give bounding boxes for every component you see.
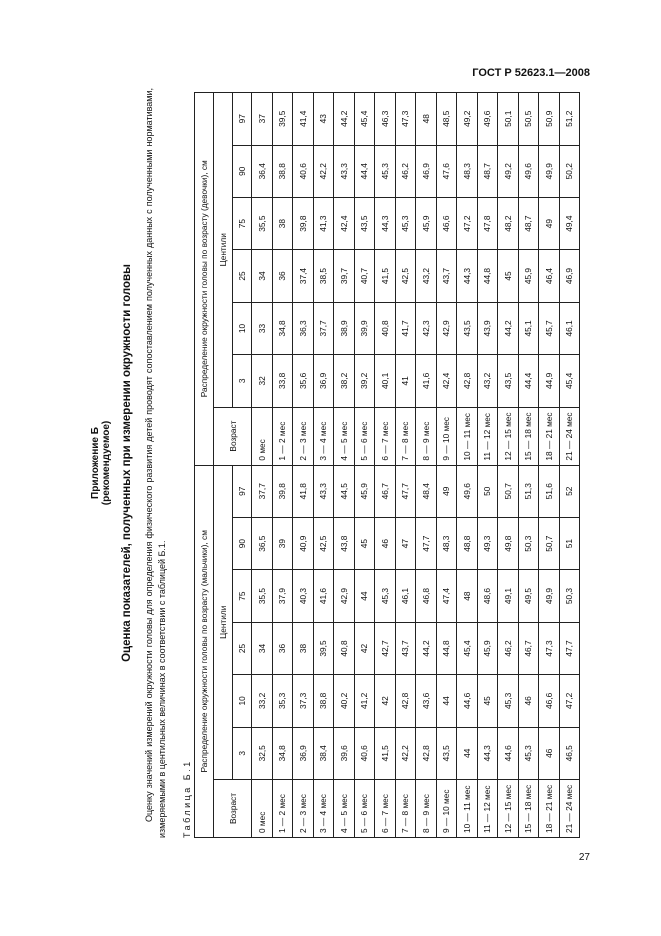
boys-value-cell: 49,8 xyxy=(498,517,519,569)
boys-value-cell: 47,3 xyxy=(539,622,560,674)
boys-value-cell: 44 xyxy=(436,675,457,727)
girls-value-cell: 38,9 xyxy=(334,302,355,354)
girls-value-cell: 42,2 xyxy=(313,145,334,197)
boys-value-cell: 38,4 xyxy=(313,727,334,779)
girls-value-cell: 42,9 xyxy=(436,302,457,354)
girls-value-cell: 49,2 xyxy=(498,145,519,197)
boys-value-cell: 46 xyxy=(375,517,396,569)
girls-value-cell: 36 xyxy=(272,250,293,302)
boys-centile-10: 10 xyxy=(233,675,252,727)
boys-value-cell: 47,7 xyxy=(416,517,437,569)
girls-age-cell: 10 — 11 мес xyxy=(457,407,478,465)
table-row xyxy=(416,93,437,838)
boys-value-cell: 43,6 xyxy=(416,675,437,727)
boys-value-cell: 45,9 xyxy=(354,465,375,517)
boys-centile-97: 97 xyxy=(233,465,252,517)
girls-value-cell: 49 xyxy=(539,197,560,249)
boys-value-cell: 46,1 xyxy=(395,570,416,622)
table-row xyxy=(313,93,334,838)
girls-age-header: Возраст xyxy=(214,407,252,465)
boys-age-cell: 8 — 9 мес xyxy=(416,780,437,838)
boys-value-cell: 44,8 xyxy=(436,622,457,674)
girls-value-cell: 40,8 xyxy=(375,302,396,354)
girls-value-cell: 45 xyxy=(498,250,519,302)
girls-value-cell: 45,3 xyxy=(395,197,416,249)
boys-value-cell: 40,9 xyxy=(293,517,314,569)
section-title: Оценка показателей, полученных при измерении окружности головы xyxy=(121,264,133,662)
boys-value-cell: 42 xyxy=(375,675,396,727)
boys-value-cell: 49,3 xyxy=(477,517,498,569)
girls-centile-75: 75 xyxy=(233,197,252,249)
girls-value-cell: 36,9 xyxy=(313,355,334,407)
girls-value-cell: 48,5 xyxy=(436,93,457,146)
girls-value-cell: 43,2 xyxy=(477,355,498,407)
girls-value-cell: 32 xyxy=(252,355,273,407)
boys-value-cell: 38,8 xyxy=(313,675,334,727)
boys-value-cell: 44,5 xyxy=(334,465,355,517)
boys-value-cell: 42,5 xyxy=(313,517,334,569)
girls-age-cell: 3 — 4 мес xyxy=(313,407,334,465)
girls-value-cell: 39,2 xyxy=(354,355,375,407)
girls-value-cell: 37,7 xyxy=(313,302,334,354)
boys-value-cell: 46,5 xyxy=(559,727,580,779)
appendix-subtitle: (рекомендуемое) xyxy=(101,420,112,506)
boys-value-cell: 45,4 xyxy=(457,622,478,674)
boys-age-cell: 15 — 18 мес xyxy=(518,780,539,838)
boys-value-cell: 42,7 xyxy=(375,622,396,674)
boys-value-cell: 42,9 xyxy=(334,570,355,622)
girls-value-cell: 41,7 xyxy=(395,302,416,354)
boys-age-cell: 3 — 4 мес xyxy=(313,780,334,838)
boys-value-cell: 49,1 xyxy=(498,570,519,622)
boys-value-cell: 37,9 xyxy=(272,570,293,622)
boys-value-cell: 48,3 xyxy=(436,517,457,569)
boys-value-cell: 47,7 xyxy=(559,622,580,674)
boys-value-cell: 51,3 xyxy=(518,465,539,517)
girls-value-cell: 51,2 xyxy=(559,93,580,146)
appendix-title: Приложение Б xyxy=(90,427,101,499)
girls-value-cell: 45,9 xyxy=(416,197,437,249)
girls-value-cell: 50,5 xyxy=(518,93,539,146)
girls-age-cell: 0 мес xyxy=(252,407,273,465)
boys-value-cell: 40,6 xyxy=(354,727,375,779)
girls-value-cell: 47,8 xyxy=(477,197,498,249)
rotated-page-content xyxy=(90,88,575,838)
boys-value-cell: 48 xyxy=(457,570,478,622)
girls-value-cell: 44,2 xyxy=(334,93,355,146)
girls-value-cell: 37,4 xyxy=(293,250,314,302)
boys-value-cell: 50,3 xyxy=(518,517,539,569)
girls-value-cell: 33 xyxy=(252,302,273,354)
table-row xyxy=(334,93,355,838)
boys-value-cell: 38 xyxy=(293,622,314,674)
boys-value-cell: 48,4 xyxy=(416,465,437,517)
boys-value-cell: 42,2 xyxy=(395,727,416,779)
girls-age-cell: 12 — 15 мес xyxy=(498,407,519,465)
boys-value-cell: 44 xyxy=(457,727,478,779)
girls-value-cell: 48,7 xyxy=(518,197,539,249)
boys-value-cell: 47,7 xyxy=(395,465,416,517)
girls-value-cell: 46,3 xyxy=(375,93,396,146)
girls-value-cell: 49,9 xyxy=(539,145,560,197)
girls-value-cell: 38,5 xyxy=(313,250,334,302)
boys-value-cell: 48,8 xyxy=(457,517,478,569)
boys-value-cell: 45,3 xyxy=(498,675,519,727)
table-row xyxy=(436,93,457,838)
table-row xyxy=(375,93,396,838)
girls-value-cell: 38,2 xyxy=(334,355,355,407)
boys-value-cell: 33,2 xyxy=(252,675,273,727)
boys-age-header: Возраст xyxy=(214,780,252,838)
girls-value-cell: 50,1 xyxy=(498,93,519,146)
girls-value-cell: 46,9 xyxy=(416,145,437,197)
girls-value-cell: 44,3 xyxy=(457,250,478,302)
boys-value-cell: 42,8 xyxy=(395,675,416,727)
boys-value-cell: 35,5 xyxy=(252,570,273,622)
boys-value-cell: 46,6 xyxy=(539,675,560,727)
girls-value-cell: 44,2 xyxy=(498,302,519,354)
table-row xyxy=(457,93,478,838)
boys-value-cell: 50,7 xyxy=(498,465,519,517)
boys-value-cell: 49,6 xyxy=(457,465,478,517)
boys-age-cell: 9 — 10 мес xyxy=(436,780,457,838)
girls-value-cell: 39,9 xyxy=(354,302,375,354)
boys-value-cell: 41,5 xyxy=(375,727,396,779)
girls-value-cell: 40,1 xyxy=(375,355,396,407)
girls-value-cell: 41,6 xyxy=(416,355,437,407)
girls-value-cell: 48,7 xyxy=(477,145,498,197)
boys-value-cell: 32,5 xyxy=(252,727,273,779)
girls-value-cell: 43,7 xyxy=(436,250,457,302)
boys-value-cell: 43,5 xyxy=(436,727,457,779)
boys-value-cell: 43,7 xyxy=(395,622,416,674)
girls-value-cell: 35,5 xyxy=(252,197,273,249)
girls-age-cell: 15 — 18 мес xyxy=(518,407,539,465)
boys-value-cell: 47,2 xyxy=(559,675,580,727)
girls-value-cell: 42,4 xyxy=(436,355,457,407)
boys-value-cell: 39,8 xyxy=(272,465,293,517)
girls-value-cell: 44,4 xyxy=(354,145,375,197)
girls-value-cell: 45,4 xyxy=(354,93,375,146)
girls-value-cell: 35,6 xyxy=(293,355,314,407)
boys-value-cell: 41,8 xyxy=(293,465,314,517)
boys-value-cell: 40,2 xyxy=(334,675,355,727)
head-circumference-table xyxy=(194,92,580,838)
document-header: ГОСТ Р 52623.1—2008 xyxy=(472,67,590,79)
page-number: 27 xyxy=(578,852,590,863)
girls-age-cell: 11 — 12 мес xyxy=(477,407,498,465)
table-row xyxy=(272,93,293,838)
girls-value-cell: 42,3 xyxy=(416,302,437,354)
girls-value-cell: 47,6 xyxy=(436,145,457,197)
boys-value-cell: 37,7 xyxy=(252,465,273,517)
table-row xyxy=(293,93,314,838)
boys-age-cell: 21 — 24 мес xyxy=(559,780,580,838)
girls-value-cell: 41 xyxy=(395,355,416,407)
boys-age-cell: 11 — 12 мес xyxy=(477,780,498,838)
boys-value-cell: 35,3 xyxy=(272,675,293,727)
girls-value-cell: 46,4 xyxy=(539,250,560,302)
girls-age-cell: 1 — 2 мес xyxy=(272,407,293,465)
boys-value-cell: 42 xyxy=(354,622,375,674)
table-row xyxy=(518,93,539,838)
girls-value-cell: 34 xyxy=(252,250,273,302)
boys-age-cell: 0 мес xyxy=(252,780,273,838)
girls-value-cell: 45,7 xyxy=(539,302,560,354)
girls-value-cell: 42,8 xyxy=(457,355,478,407)
girls-value-cell: 50,2 xyxy=(559,145,580,197)
boys-centile-3: 3 xyxy=(233,727,252,779)
girls-value-cell: 33,8 xyxy=(272,355,293,407)
girls-value-cell: 48 xyxy=(416,93,437,146)
girls-value-cell: 45,1 xyxy=(518,302,539,354)
boys-value-cell: 39 xyxy=(272,517,293,569)
boys-value-cell: 46 xyxy=(539,727,560,779)
table-caption: Таблица Б.1 xyxy=(182,759,192,838)
girls-value-cell: 49,6 xyxy=(518,145,539,197)
girls-value-cell: 46,9 xyxy=(559,250,580,302)
girls-value-cell: 45,3 xyxy=(375,145,396,197)
boys-value-cell: 46,2 xyxy=(498,622,519,674)
boys-value-cell: 36,5 xyxy=(252,517,273,569)
table-row xyxy=(477,93,498,838)
boys-centiles-header: Центили xyxy=(214,465,233,779)
girls-value-cell: 45,9 xyxy=(518,250,539,302)
boys-value-cell: 49,5 xyxy=(518,570,539,622)
girls-value-cell: 49,6 xyxy=(477,93,498,146)
boys-value-cell: 44,2 xyxy=(416,622,437,674)
boys-value-cell: 50,3 xyxy=(559,570,580,622)
girls-value-cell: 43 xyxy=(313,93,334,146)
girls-value-cell: 38,8 xyxy=(272,145,293,197)
girls-centiles-header: Центили xyxy=(214,93,233,408)
girls-value-cell: 43,2 xyxy=(416,250,437,302)
boys-value-cell: 37,3 xyxy=(293,675,314,727)
girls-value-cell: 43,3 xyxy=(334,145,355,197)
girls-value-cell: 46,1 xyxy=(559,302,580,354)
boys-age-cell: 2 — 3 мес xyxy=(293,780,314,838)
boys-value-cell: 39,5 xyxy=(313,622,334,674)
boys-age-cell: 12 — 15 мес xyxy=(498,780,519,838)
boys-value-cell: 51,6 xyxy=(539,465,560,517)
girls-age-cell: 7 — 8 мес xyxy=(395,407,416,465)
boys-value-cell: 34 xyxy=(252,622,273,674)
boys-value-cell: 41,6 xyxy=(313,570,334,622)
table-row xyxy=(252,93,273,838)
boys-value-cell: 44,6 xyxy=(498,727,519,779)
girls-age-cell: 4 — 5 мес xyxy=(334,407,355,465)
boys-value-cell: 42,8 xyxy=(416,727,437,779)
boys-value-cell: 46,7 xyxy=(518,622,539,674)
girls-value-cell: 44,3 xyxy=(375,197,396,249)
girls-value-cell: 49,4 xyxy=(559,197,580,249)
girls-value-cell: 48,3 xyxy=(457,145,478,197)
girls-age-cell: 5 — 6 мес xyxy=(354,407,375,465)
boys-value-cell: 36,9 xyxy=(293,727,314,779)
table-row xyxy=(539,93,560,838)
girls-value-cell: 41,5 xyxy=(375,250,396,302)
table-b1 xyxy=(194,92,580,838)
table-body xyxy=(252,93,580,838)
girls-value-cell: 43,5 xyxy=(498,355,519,407)
girls-value-cell: 43,5 xyxy=(354,197,375,249)
boys-value-cell: 44,6 xyxy=(457,675,478,727)
girls-centile-97: 97 xyxy=(233,93,252,146)
boys-value-cell: 47,4 xyxy=(436,570,457,622)
boys-centile-25: 25 xyxy=(233,622,252,674)
girls-value-cell: 47,2 xyxy=(457,197,478,249)
boys-age-cell: 18 — 21 мес xyxy=(539,780,560,838)
boys-value-cell: 50,7 xyxy=(539,517,560,569)
girls-value-cell: 50,9 xyxy=(539,93,560,146)
girls-value-cell: 40,7 xyxy=(354,250,375,302)
girls-age-cell: 21 — 24 мес xyxy=(559,407,580,465)
boys-value-cell: 43,8 xyxy=(334,517,355,569)
girls-age-cell: 2 — 3 мес xyxy=(293,407,314,465)
girls-centile-90: 90 xyxy=(233,145,252,197)
boys-value-cell: 52 xyxy=(559,465,580,517)
girls-value-cell: 49,2 xyxy=(457,93,478,146)
boys-age-cell: 6 — 7 мес xyxy=(375,780,396,838)
boys-value-cell: 40,3 xyxy=(293,570,314,622)
girls-age-cell: 18 — 21 мес xyxy=(539,407,560,465)
boys-value-cell: 34,8 xyxy=(272,727,293,779)
girls-value-cell: 36,3 xyxy=(293,302,314,354)
boys-value-cell: 47 xyxy=(395,517,416,569)
girls-value-cell: 42,4 xyxy=(334,197,355,249)
girls-value-cell: 39,8 xyxy=(293,197,314,249)
girls-age-cell: 9 — 10 мес xyxy=(436,407,457,465)
girls-value-cell: 43,5 xyxy=(457,302,478,354)
girls-value-cell: 39,7 xyxy=(334,250,355,302)
girls-value-cell: 46,2 xyxy=(395,145,416,197)
boys-value-cell: 40,8 xyxy=(334,622,355,674)
boys-value-cell: 45 xyxy=(477,675,498,727)
girls-value-cell: 47,3 xyxy=(395,93,416,146)
girls-value-cell: 44,9 xyxy=(539,355,560,407)
table-row xyxy=(354,93,375,838)
boys-value-cell: 41,2 xyxy=(354,675,375,727)
table-row xyxy=(498,93,519,838)
girls-value-cell: 37 xyxy=(252,93,273,146)
girls-value-cell: 41,4 xyxy=(293,93,314,146)
boys-value-cell: 39,6 xyxy=(334,727,355,779)
boys-value-cell: 44 xyxy=(354,570,375,622)
boys-age-cell: 10 — 11 мес xyxy=(457,780,478,838)
boys-age-cell: 7 — 8 мес xyxy=(395,780,416,838)
table-row xyxy=(559,93,580,838)
boys-value-cell: 36 xyxy=(272,622,293,674)
boys-value-cell: 51 xyxy=(559,517,580,569)
girls-value-cell: 44,8 xyxy=(477,250,498,302)
boys-value-cell: 49 xyxy=(436,465,457,517)
girls-value-cell: 41,3 xyxy=(313,197,334,249)
girls-value-cell: 39,5 xyxy=(272,93,293,146)
boys-age-cell: 5 — 6 мес xyxy=(354,780,375,838)
girls-age-cell: 8 — 9 мес xyxy=(416,407,437,465)
girls-value-cell: 36,4 xyxy=(252,145,273,197)
table-row xyxy=(395,93,416,838)
boys-value-cell: 43,3 xyxy=(313,465,334,517)
boys-value-cell: 45 xyxy=(354,517,375,569)
girls-value-cell: 34,8 xyxy=(272,302,293,354)
boys-age-cell: 4 — 5 мес xyxy=(334,780,355,838)
boys-value-cell: 49,9 xyxy=(539,570,560,622)
boys-value-cell: 46,8 xyxy=(416,570,437,622)
girls-value-cell: 46,6 xyxy=(436,197,457,249)
girls-value-cell: 48,2 xyxy=(498,197,519,249)
intro-paragraph xyxy=(143,88,169,838)
boys-value-cell: 50 xyxy=(477,465,498,517)
girls-header: Распределение окружности головы по возрасту (девочки), см xyxy=(195,93,214,466)
boys-age-cell: 1 — 2 мес xyxy=(272,780,293,838)
boys-value-cell: 45,9 xyxy=(477,622,498,674)
boys-value-cell: 45,3 xyxy=(375,570,396,622)
centile-header-row xyxy=(233,93,252,838)
boys-value-cell: 44,3 xyxy=(477,727,498,779)
girls-value-cell: 44,4 xyxy=(518,355,539,407)
intro-paragraph-text: Оценку значений измерений окружности головы для определения физического развития детей проводят сопоставлением полученных данных с полученными нормативами, измеряемыми в центильных величинах в соответствии с таблицей Б.1. xyxy=(144,88,167,838)
girls-value-cell: 45,4 xyxy=(559,355,580,407)
boys-value-cell: 46 xyxy=(518,675,539,727)
boys-value-cell: 48,6 xyxy=(477,570,498,622)
girls-centile-3: 3 xyxy=(233,355,252,407)
girls-value-cell: 38 xyxy=(272,197,293,249)
boys-centile-90: 90 xyxy=(233,517,252,569)
girls-centile-25: 25 xyxy=(233,250,252,302)
girls-centile-10: 10 xyxy=(233,302,252,354)
girls-value-cell: 43,9 xyxy=(477,302,498,354)
boys-value-cell: 46,7 xyxy=(375,465,396,517)
girls-value-cell: 42,5 xyxy=(395,250,416,302)
boys-value-cell: 45,3 xyxy=(518,727,539,779)
boys-centile-75: 75 xyxy=(233,570,252,622)
boys-header: Распределение окружности головы по возрасту (мальчики), см xyxy=(195,465,214,837)
girls-value-cell: 40,6 xyxy=(293,145,314,197)
girls-age-cell: 6 — 7 мес xyxy=(375,407,396,465)
